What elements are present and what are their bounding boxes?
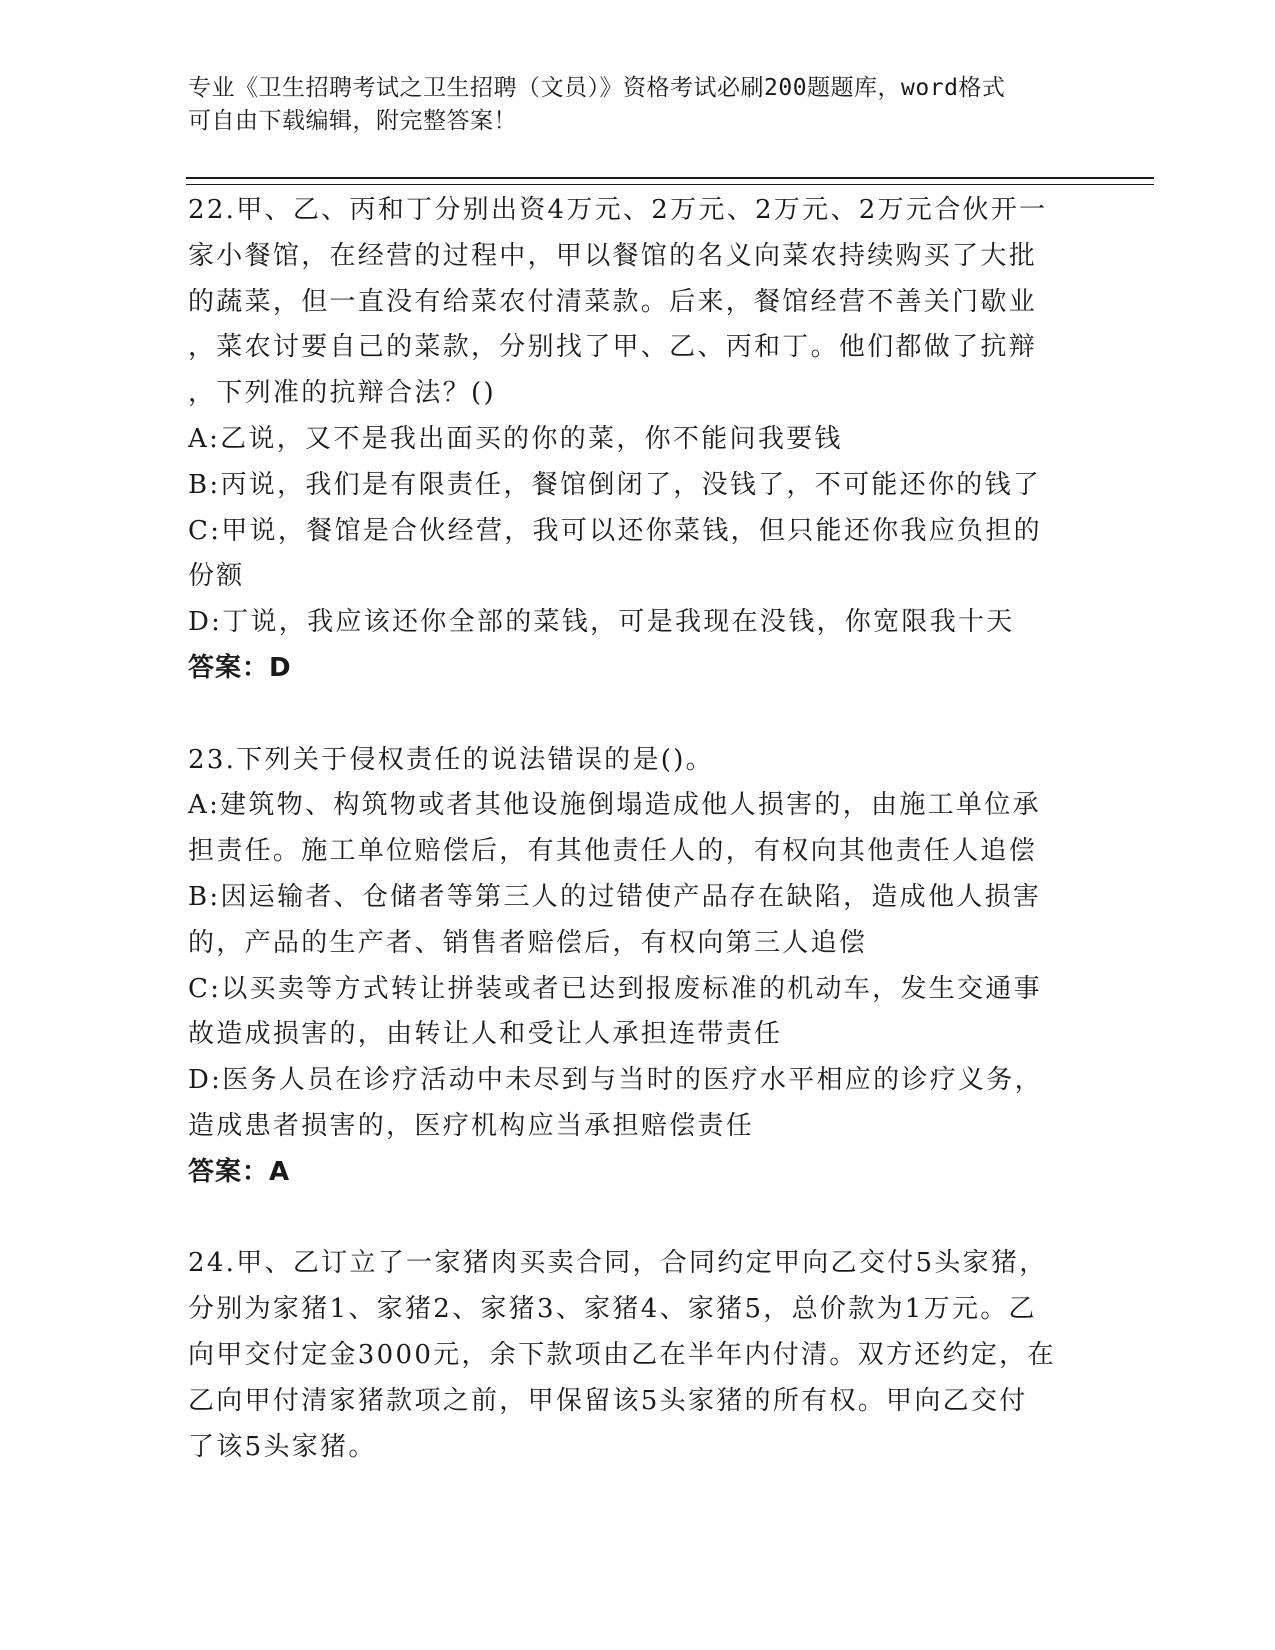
question-23 xyxy=(188,738,1128,1196)
header-line: 可自由下载编辑，附完整答案！ xyxy=(188,108,517,134)
question-spacer xyxy=(188,692,1128,738)
question-line: 分别为家猪1、家猪2、家猪3、家猪4、家猪5，总价款为1万元。乙 xyxy=(188,1294,1037,1325)
option-a: A:乙说，又不是我出面买的你的菜，你不能问我要钱 xyxy=(188,423,843,454)
question-line: 向甲交付定金3000元，余下款项由乙在半年内付清。双方还约定，在 xyxy=(188,1339,1056,1370)
option-b: B:因运输者、仓储者等第三人的过错使产品存在缺陷，造成他人损害 xyxy=(188,881,1042,912)
option-d: D:丁说，我应该还你全部的菜钱，可是我现在没钱，你宽限我十天 xyxy=(188,607,1015,638)
question-line: 23.下列关于侵权责任的说法错误的是()。 xyxy=(188,744,714,775)
question-22 xyxy=(188,188,1128,692)
question-line: ，下列准的抗辩合法？() xyxy=(188,378,496,409)
question-line: 24.甲、乙订立了一家猪肉买卖合同，合同约定甲向乙交付5头家猪， xyxy=(188,1248,1048,1279)
question-line: 了该5头家猪。 xyxy=(188,1431,377,1462)
option-c-continued: 故造成损害的，由转让人和受让人承担连带责任 xyxy=(188,1019,783,1050)
answer-label: 答案：A xyxy=(188,1156,291,1187)
answer-label: 答案：D xyxy=(188,652,292,683)
document-header xyxy=(188,72,1088,138)
question-line: ，菜农讨要自己的菜款，分别找了甲、乙、丙和丁。他们都做了抗辩 xyxy=(188,332,1038,363)
option-b-continued: 的，产品的生产者、销售者赔偿后，有权向第三人追偿 xyxy=(188,927,868,958)
header-divider-thin xyxy=(186,184,1154,185)
option-a-continued: 担责任。施工单位赔偿后，有其他责任人的，有权向其他责任人追偿 xyxy=(188,836,1038,867)
option-c-continued: 份额 xyxy=(188,561,245,592)
question-24 xyxy=(188,1241,1128,1470)
question-line: 乙向甲付清家猪款项之前，甲保留该5头家猪的所有权。甲向乙交付 xyxy=(188,1385,1028,1416)
option-a: A:建筑物、构筑物或者其他设施倒塌造成他人损害的，由施工单位承 xyxy=(188,790,1041,821)
option-c: C:以买卖等方式转让拼装或者已达到报废标准的机动车，发生交通事 xyxy=(188,973,1042,1004)
option-d: D:医务人员在诊疗活动中未尽到与当时的医疗水平相应的诊疗义务， xyxy=(188,1065,1043,1096)
header-line: 专业《卫生招聘考试之卫生招聘（文员）》资格考试必刷200题题库，word格式 xyxy=(188,75,1006,101)
question-list xyxy=(188,188,1128,1470)
question-spacer xyxy=(188,1196,1128,1242)
option-d-continued: 造成患者损害的，医疗机构应当承担赔偿责任 xyxy=(188,1110,755,1141)
question-line: 家小餐馆，在经营的过程中，甲以餐馆的名义向菜农持续购买了大批 xyxy=(188,240,1038,271)
question-line: 的蔬菜，但一直没有给菜农付清菜款。后来，餐馆经营不善关门歇业 xyxy=(188,286,1038,317)
header-divider-thick xyxy=(186,177,1154,179)
option-b: B:丙说，我们是有限责任，餐馆倒闭了，没钱了，不可能还你的钱了 xyxy=(188,469,1042,500)
question-line: 22.甲、乙、丙和丁分别出资4万元、2万元、2万元、2万元合伙开一 xyxy=(188,195,1048,225)
option-c: C:甲说，餐馆是合伙经营，我可以还你菜钱，但只能还你我应负担的 xyxy=(188,515,1042,546)
